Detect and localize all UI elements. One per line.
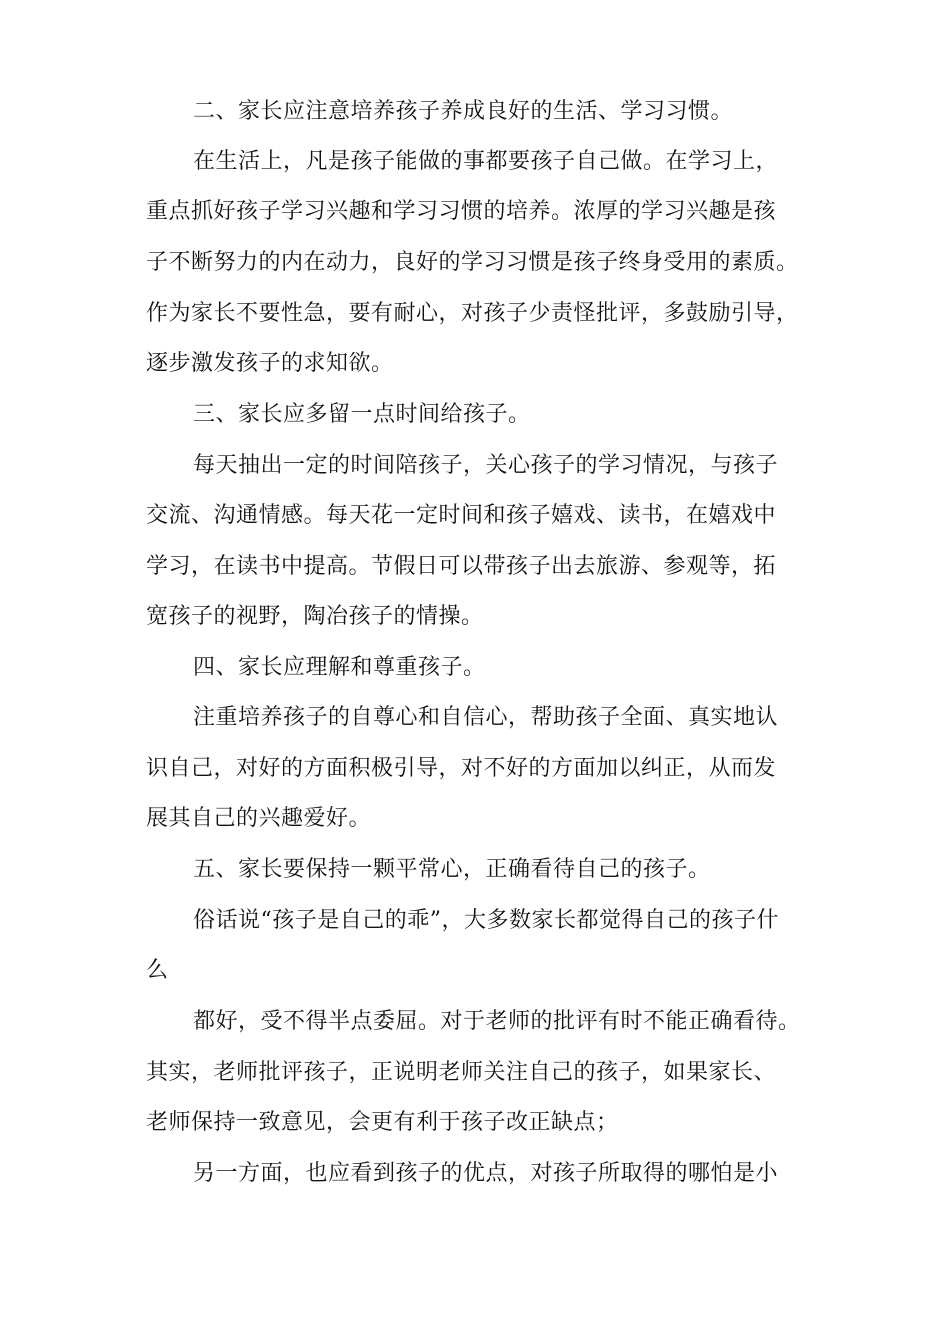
paragraph-line: 作为家长不要性急，要有耐心，对孩子少责怪批评，多鼓励引导，	[146, 301, 799, 326]
paragraph-line: 每天抽出一定的时间陪孩子，关心孩子的学习情况，与孩子	[193, 453, 779, 478]
paragraph-line: 学习，在读书中提高。节假日可以带孩子出去旅游、参观等，拓	[146, 554, 777, 579]
paragraph-line: 注重培养孩子的自尊心和自信心，帮助孩子全面、真实地认	[193, 705, 779, 730]
paragraph-line: 都好，受不得半点委屈。对于老师的批评有时不能正确看待。	[193, 1009, 801, 1034]
heading-three: 三、家长应多留一点时间给孩子。	[193, 402, 531, 427]
paragraph-line: 展其自己的兴趣爱好。	[146, 806, 372, 831]
paragraph-line: 在生活上，凡是孩子能做的事都要孩子自己做。在学习上，	[193, 149, 779, 174]
paragraph-line: 另一方面，也应看到孩子的优点，对孩子所取得的哪怕是小	[193, 1161, 779, 1186]
heading-four: 四、家长应理解和尊重孩子。	[193, 655, 486, 680]
paragraph-line: 俗话说“孩子是自己的乖”，大多数家长都觉得自己的孩子什	[193, 908, 779, 933]
heading-five: 五、家长要保持一颗平常心，正确看待自己的孩子。	[193, 857, 711, 882]
paragraph-line: 识自己，对好的方面积极引导，对不好的方面加以纠正，从而发	[146, 756, 777, 781]
paragraph-line: 交流、沟通情感。每天花一定时间和孩子嬉戏、读书，在嬉戏中	[146, 503, 777, 528]
paragraph-line: 子不断努力的内在动力，良好的学习习惯是孩子终身受用的素质。	[146, 250, 799, 275]
heading-two: 二、家长应注意培养孩子养成良好的生活、学习习惯。	[193, 99, 734, 124]
paragraph-line: 么	[146, 958, 169, 983]
paragraph-line: 老师保持一致意见，会更有利于孩子改正缺点；	[146, 1110, 619, 1135]
paragraph-line: 重点抓好孩子学习兴趣和学习习惯的培养。浓厚的学习兴趣是孩	[146, 199, 777, 224]
paragraph-line: 宽孩子的视野，陶冶孩子的情操。	[146, 604, 484, 629]
paragraph-line: 逐步激发孩子的求知欲。	[146, 351, 394, 376]
paragraph-line: 其实，老师批评孩子，正说明老师关注自己的孩子，如果家长、	[146, 1060, 777, 1085]
